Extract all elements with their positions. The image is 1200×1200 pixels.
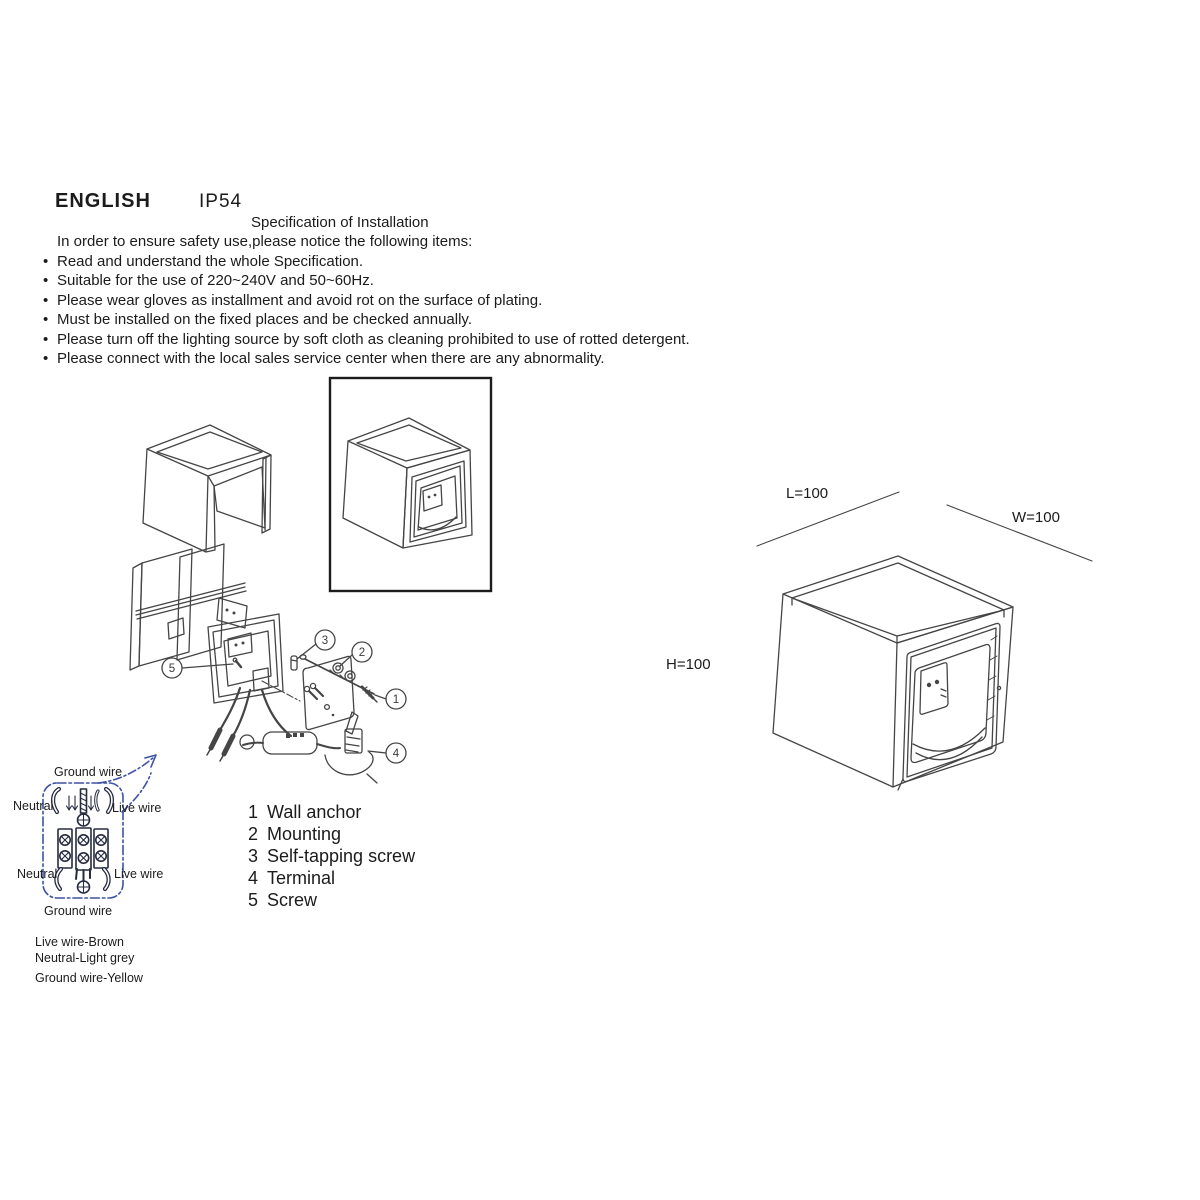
- part-item-self-tapping-screw: [238, 845, 415, 867]
- bullet-marker: •: [43, 291, 49, 309]
- bullet-text: Read and understand the whole Specification.: [57, 253, 364, 270]
- ground-wire-bottom-label: Ground wire: [44, 904, 113, 918]
- dimension-cube-drawing: [757, 492, 1092, 790]
- cover-wireframe-drawing: [143, 425, 271, 552]
- bullet-text: Please turn off the lighting source by soft cloth as cleaning prohibited to use of rotted detergent.: [57, 330, 690, 348]
- callout-5: [162, 658, 241, 678]
- callout-2-number: 2: [358, 647, 366, 659]
- neutral-top-label: Neutral: [13, 799, 54, 813]
- bullet-marker: •: [43, 311, 49, 329]
- bullet-item: [43, 330, 690, 349]
- spec-intro: In order to ensure safety use,please notice the following items:: [57, 233, 473, 250]
- bullet-item: [43, 310, 690, 329]
- legend-neutral: Neutral-Light grey: [35, 951, 135, 965]
- part-item-mounting: [238, 823, 415, 845]
- bullet-text: Please wear gloves as installment and avoid rot on the surface of plating.: [57, 291, 543, 309]
- callout-2: [340, 642, 372, 666]
- glass-panels-drawing: [130, 544, 247, 670]
- callout-4-number: 4: [392, 748, 400, 760]
- part-number: 3: [247, 846, 258, 866]
- part-number: 2: [247, 824, 258, 844]
- part-item-terminal: [238, 867, 415, 889]
- bullet-item: [43, 349, 690, 368]
- callout-5-number: 5: [168, 663, 176, 675]
- part-label: Self-tapping screw: [267, 846, 416, 866]
- legend-ground-wire: Ground wire-Yellow: [35, 971, 143, 985]
- parts-list: [238, 801, 415, 911]
- part-label: Mounting: [267, 824, 342, 844]
- part-label: Terminal: [267, 868, 336, 888]
- part-item-wall-anchor: [238, 801, 415, 823]
- ground-wire-top-label: Ground wire: [54, 765, 123, 779]
- part-number: 1: [247, 802, 258, 822]
- ip-rating-label: IP54: [199, 191, 243, 212]
- live-wire-top-label: Live wire: [112, 801, 162, 815]
- bullet-text: Please connect with the local sales service center when there are any abnormality.: [57, 350, 605, 368]
- lamp-body-drawing: [207, 614, 291, 761]
- part-label: Screw: [267, 890, 318, 910]
- legend-live-wire: Live wire-Brown: [35, 935, 124, 949]
- part-item-screw: [238, 889, 415, 911]
- assembled-inset-frame: [330, 378, 491, 591]
- bullet-marker: •: [43, 350, 49, 368]
- bullet-marker: •: [43, 330, 49, 348]
- part-number: 4: [247, 868, 258, 888]
- bullet-text: Suitable for the use of 220~240V and 50~60Hz.: [57, 272, 374, 290]
- bullet-marker: •: [43, 272, 49, 290]
- callout-3-number: 3: [321, 635, 329, 647]
- bullet-item: [43, 271, 690, 290]
- spec-title: Specification of Installation: [251, 214, 429, 231]
- callout-1: [375, 689, 406, 709]
- dimension-height-label: H=100: [666, 656, 711, 673]
- bullet-text: Must be installed on the fixed places and be checked annually.: [57, 311, 472, 329]
- safety-bullet-list: [43, 252, 690, 368]
- part-label: Wall anchor: [267, 802, 362, 822]
- neutral-bottom-label: Neutral: [17, 867, 58, 881]
- callout-3: [297, 630, 335, 659]
- dimension-length-label: L=100: [786, 485, 829, 502]
- bullet-marker: •: [43, 253, 49, 270]
- live-wire-bottom-label: Live wire: [114, 867, 164, 881]
- part-number: 5: [247, 890, 258, 910]
- callout-4: [368, 743, 406, 763]
- bullet-item: [43, 252, 690, 271]
- language-label: ENGLISH: [55, 190, 151, 212]
- dimension-width-label: W=100: [1012, 509, 1060, 526]
- bullet-item: [43, 291, 690, 310]
- callout-1-number: 1: [392, 694, 400, 706]
